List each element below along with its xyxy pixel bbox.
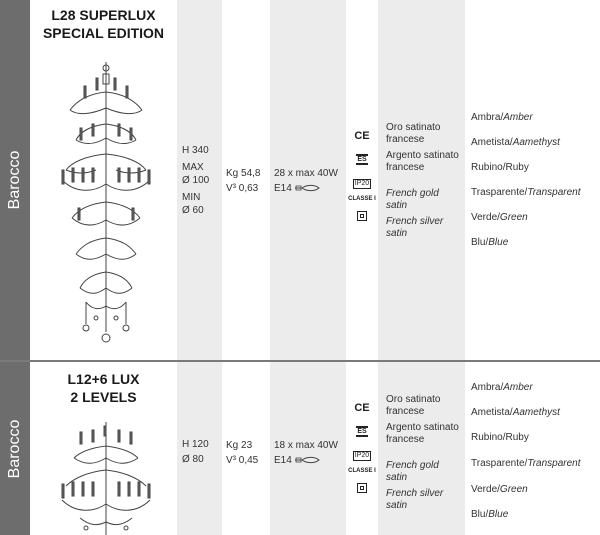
chandelier-illustration [56,422,156,535]
socket-type: E14 [274,455,292,466]
product-title: L12+6 LUX 2 LEVELS [67,371,140,405]
weight-volume [226,166,260,196]
category-sidebar [0,0,30,360]
color-option: Rubino/Ruby [471,162,529,173]
color-option: Ametista/Aamethyst [471,137,560,148]
candle-bulb-icon [294,456,320,464]
finishes-list: Oro satinato francese Argento satinato francese French gold satin French silver satin [386,394,459,511]
color-option: Ambra/Amber [471,112,533,123]
class-rating: CLASSE I [348,196,376,202]
candle-bulb-icon [294,184,320,192]
bulb-count: 28 x max 40W [274,168,338,179]
color-option: Rubino/Ruby [471,432,529,443]
color-option: Trasparente/Transparent [471,458,581,469]
class-2-square-icon [357,483,367,493]
color-option: Blu/Blue [471,509,509,520]
dimensions-list: H 120 Ø 80 [182,439,209,465]
color-option: Blu/Blue [471,237,509,248]
ce-mark-icon: CE [354,130,370,142]
ip-rating-badge: IP20 [354,180,370,187]
bulb-count: 18 x max 40W [274,440,338,451]
finishes-list: Oro satinato francese Argento satinato francese French gold satin French silver satin [386,122,459,239]
bulb-spec [274,438,338,468]
certifications [346,402,378,498]
volume-value: V³ 0,63 [226,183,259,194]
category-label: Barocco [6,419,23,478]
es-mark-icon: ES [357,428,367,435]
class-2-square-icon [357,211,367,221]
dimensions-list: H 340 MAX Ø 100 MIN Ø 60 [182,145,210,216]
weight-value: Kg 54,8 [226,168,261,179]
ce-mark-icon: CE [354,402,370,414]
ip-rating-badge: IP20 [354,452,370,459]
volume-value: V³ 0,45 [226,455,259,466]
weight-volume [226,438,258,468]
color-option: Verde/Green [471,212,528,223]
color-option: Trasparente/Transparent [471,187,581,198]
chandelier-illustration [56,62,156,352]
certifications [346,130,378,226]
product-title: L28 SUPERLUX SPECIAL EDITION [42,7,165,41]
category-sidebar [0,362,30,535]
weight-value: Kg 23 [226,440,253,451]
socket-type: E14 [274,183,292,194]
product-row-l12 [0,362,600,535]
color-option: Ametista/Aamethyst [471,407,560,418]
bulb-spec [274,166,338,196]
class-rating: CLASSE I [348,468,376,474]
category-label: Barocco [6,150,23,210]
color-option: Verde/Green [471,484,528,495]
color-option: Ambra/Amber [471,382,533,393]
es-mark-icon: ES [357,156,367,163]
